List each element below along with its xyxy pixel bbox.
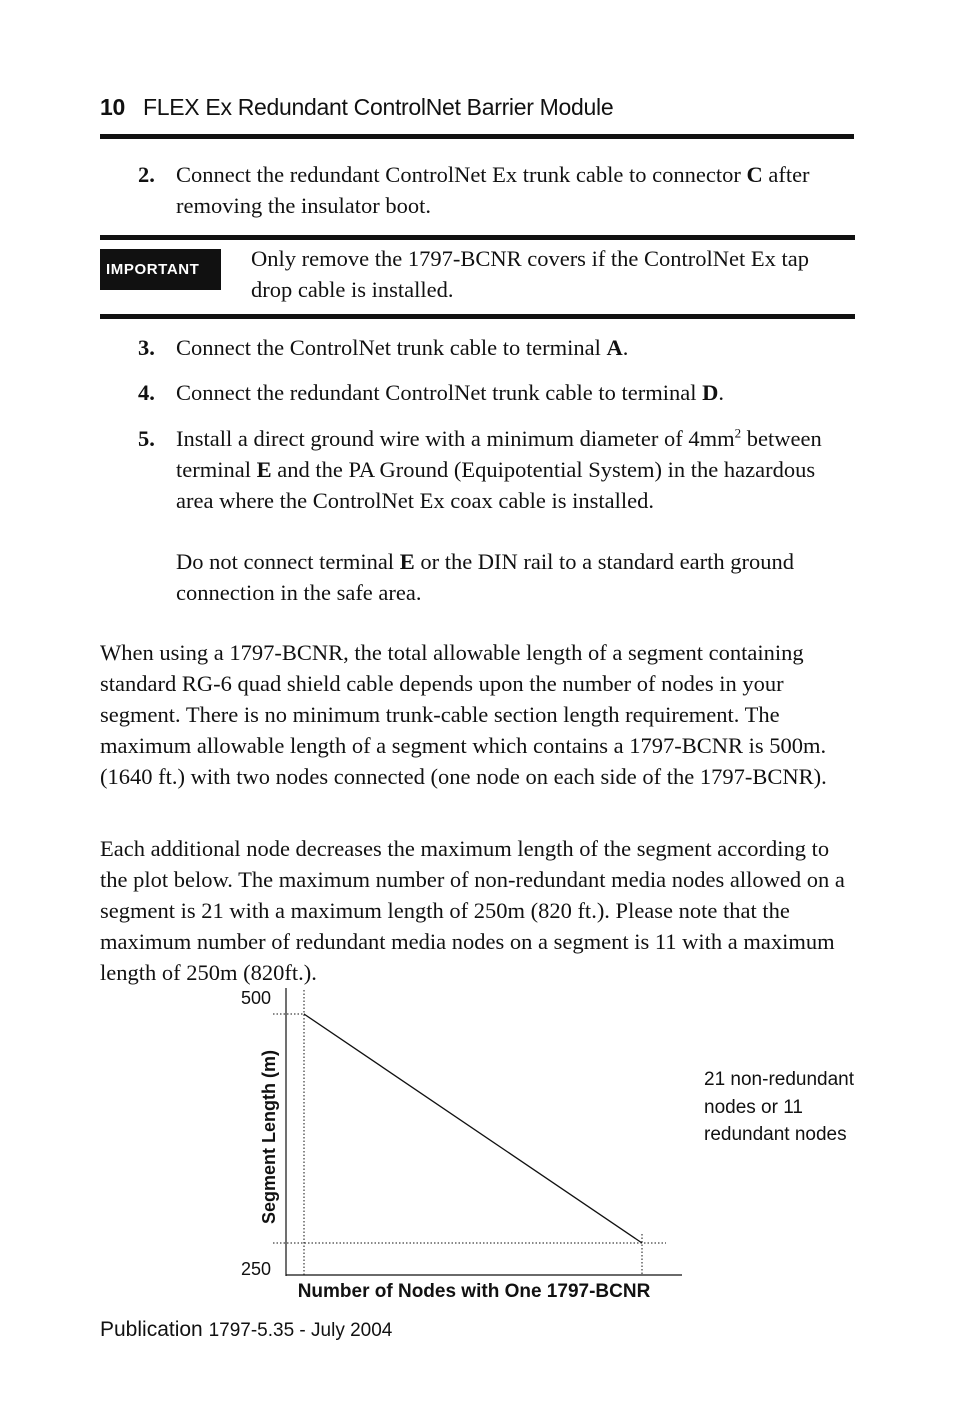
data-line [304, 1014, 642, 1243]
step-number: 3. [138, 335, 155, 360]
body-paragraph: Each additional node decreases the maximum length of the segment according to the plot below. The maximum number of non-redundant media nodes allowed on a segment is 21 with a maximum length of 250m (820 ft.). Please note that the maximum number of redundant media nodes on a segment is 11 with a maximum length of 250m (820ft.). [100, 836, 845, 985]
step-number: 4. [138, 380, 155, 405]
annotation-line: 21 non-redundant [704, 1069, 855, 1090]
step-number: 5. [138, 426, 155, 451]
chart-annotation [704, 1066, 874, 1149]
body-paragraph: When using a 1797-BCNR, the total allowable length of a segment containing standard RG-6 quad shield cable depends upon the number of nodes in your segment. There is no minimum trunk-cable section length requirement. The maximum allowable length of a segment which contains a 1797-BCNR is 500m. (1640 ft.) with two nodes connected (one node on each side of the 1797-BCNR). [100, 640, 827, 789]
important-label: IMPORTANT [100, 249, 221, 290]
y-tick-500: 500 [241, 988, 272, 1008]
step-text: Install a direct ground wire with a minimum diameter of $4mm^2$ between terminal E and the PA Ground (Equipotential System) in the hazardous area where the ControlNet Ex coax cable is installed. [176, 425, 822, 513]
y-tick-250: 250 [241, 1259, 272, 1279]
document-title: FLEX Ex Redundant ControlNet Barrier Module [142, 94, 614, 120]
y-axis-label: Segment Length (m) [259, 1050, 279, 1224]
page-number: 10 [100, 94, 125, 120]
step-text: Connect the redundant ControlNet Ex trunk cable to connector C after removing the insulator boot. [176, 162, 810, 218]
step-text: Connect the ControlNet trunk cable to terminal A. [176, 335, 629, 360]
page-footer [100, 1318, 392, 1342]
publication-label: Publication [100, 1318, 203, 1341]
step-text: Connect the redundant ControlNet trunk cable to terminal D. [176, 380, 724, 405]
step-number: 2. [138, 162, 155, 187]
annotation-line: redundant nodes [704, 1124, 847, 1145]
x-axis-label: Number of Nodes with One 1797-BCNR [297, 1281, 651, 1302]
annotation-line: nodes or 11 [704, 1096, 803, 1118]
publication-number: 1797-5.35 - July 2004 [208, 1320, 393, 1341]
step-note: Do not connect terminal E or the DIN rail to a standard earth ground connection in the safe area. [176, 549, 794, 605]
important-text: Only remove the 1797-BCNR covers if the ControlNet Ex tap drop cable is installed. [251, 246, 810, 302]
